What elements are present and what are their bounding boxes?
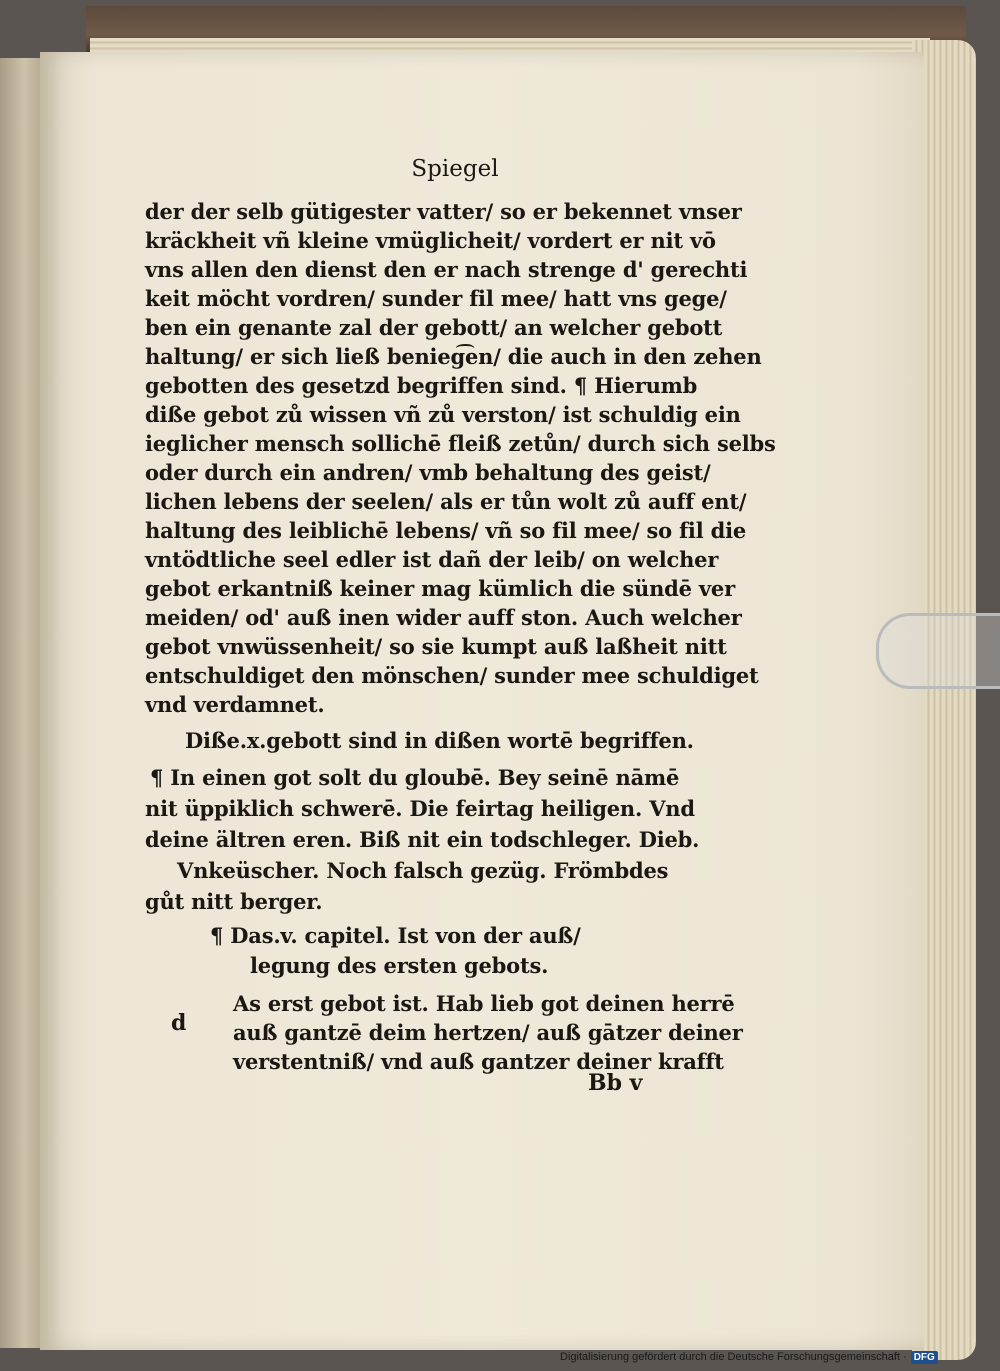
text-line: diße gebot zů wissen vñ zů verston/ ist schuldig ein [145,402,741,427]
text-line: keit möcht vordren/ sunder fil mee/ hatt vns gege/ [145,286,727,311]
text-line: gebot vnwüssenheit/ so sie kumpt auß laßheit nitt [145,634,727,659]
text-line: lichen lebens der seelen/ als er tůn wolt zů auff ent/ [145,489,747,514]
text-line: oder durch ein andren/ vmb behaltung des geist/ [145,460,711,485]
chapter-heading: legung des ersten gebots. [250,953,549,978]
text-line: gebot erkantniß keiner mag kümlich die sündē ver [145,576,735,601]
text-line: As erst gebot ist. Hab lieb got deinen herrē [233,991,735,1016]
text-line: meiden/ od' auß inen wider auff ston. Auch welcher [145,605,742,630]
text-line: kräckheit vñ kleine vmüglicheit/ vordert er nit vō [145,228,716,253]
verse-line: ¶ In einen got solt du gloubē. Bey seinē nāmē [150,765,680,790]
text-line: entschuldiget den mönschen/ sunder mee schuldiget [145,663,759,688]
text-line: haltung/ er sich ließ benieg͡en/ die auch in den zehen [145,344,762,369]
verse-line: gůt nitt berger. [145,889,323,914]
text-line: haltung des leiblichē lebens/ vñ so fil mee/ so fil die [145,518,747,543]
signature-mark: Bb v [588,1070,643,1096]
text-line: der der selb gütigester vatter/ so er bekennet vnser [145,199,742,224]
dfg-logo: DFG [911,1351,938,1364]
text-line: verstentniß/ vnd auß gantzer deiner krafft [233,1049,724,1074]
initial-guide-letter: d [171,1010,187,1036]
summary-line: Diße.x.gebott sind in dißen wortē begriffen. [185,728,694,753]
credit-text: Digitalisierung gefördert durch die Deutsche Forschungsgemeinschaft · [560,1351,907,1363]
text-line: ben ein genante zal der gebott/ an welcher gebott [145,315,723,340]
text-line: auß gantzē deim hertzen/ auß gātzer deiner [233,1020,743,1045]
digitization-credit [560,1346,938,1368]
running-head: Spiegel [411,156,499,182]
text-line: gebotten des gesetzd begriffen sind. ¶ Hierumb [145,373,698,398]
text-line: vnd verdamnet. [145,692,325,717]
chapter-heading: ¶ Das.v. capitel. Ist von der auß/ [210,923,581,948]
verse-line: deine ältren eren. Biß nit ein todschleger. Dieb. [145,827,700,852]
text-line: ieglicher mensch sollichē fleiß zetůn/ durch sich selbs [145,431,776,456]
page-clip [876,613,1000,689]
facing-page-edge [0,58,44,1348]
text-line: vns allen den dienst den er nach strenge d' gerechti [145,257,748,282]
text-line: vntödtliche seel edler ist dañ der leib/ on welcher [145,547,719,572]
verse-line: Vnkeüscher. Noch falsch gezüg. Frömbdes [177,858,669,883]
verse-line: nit üppiklich schwerē. Die feirtag heiligen. Vnd [145,796,695,821]
